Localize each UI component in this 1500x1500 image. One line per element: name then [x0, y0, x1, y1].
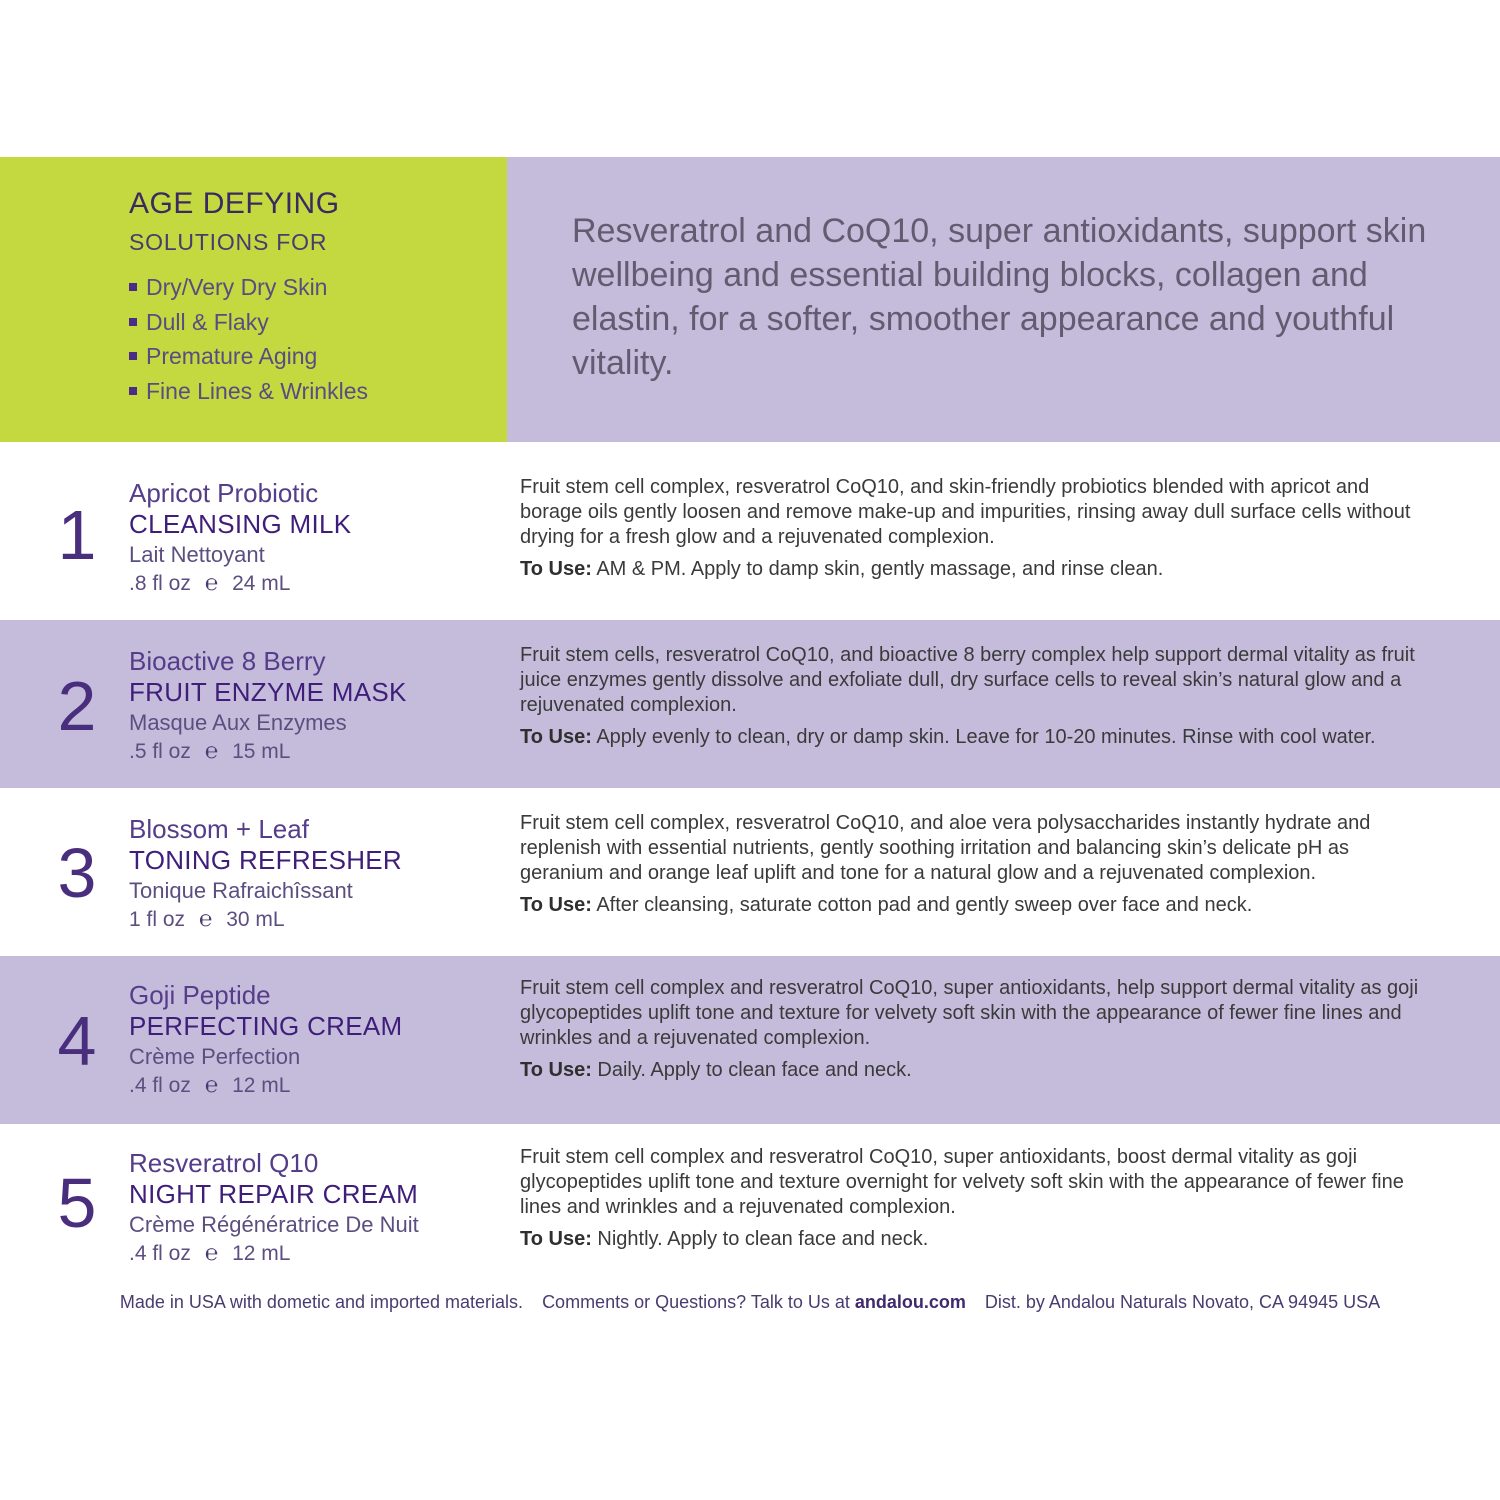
product-name-line1: Apricot Probiotic [129, 478, 319, 508]
concern-item: Dry/Very Dry Skin [129, 270, 368, 305]
estimated-sign-icon: ℮ [204, 1241, 219, 1266]
solutions-panel [0, 157, 507, 442]
description-panel [507, 157, 1500, 442]
step-number: 1 [57, 496, 97, 574]
product-description [520, 976, 1435, 1083]
distributor-text: Dist. by Andalou Naturals Novato, CA 94945 USA [984, 1292, 1381, 1312]
step-number: 5 [57, 1164, 97, 1242]
product-name-block [129, 478, 499, 598]
product-name-line1: Blossom + Leaf [129, 814, 309, 844]
product-name-block [129, 980, 499, 1100]
product-name-block [129, 1148, 499, 1268]
website-link[interactable]: andalou.com [854, 1292, 966, 1312]
description-text: Fruit stem cell complex and resveratrol CoQ10, super antioxidants, help support dermal vitality as goji glycopeptides uplift tone and texture for velvety soft skin with the appearance of fewer fine lines and wrinkles and a rejuvenated complexion. [520, 977, 1419, 1049]
product-size: .4 fl oz ℮ 12 mL [129, 1073, 291, 1098]
product-description [520, 811, 1435, 918]
product-row-5 [0, 1124, 1500, 1284]
description-text: Fruit stem cell complex, resveratrol CoQ10, and skin-friendly probiotics blended with apricot and borage oils gently loosen and remove make-up and impurities, rinsing away dull surface cells without drying for a fresh glow and a rejuvenated complexion. [520, 476, 1411, 548]
description-text: Fruit stem cell complex, resveratrol CoQ10, and aloe vera polysaccharides instantly hydrate and replenish with essential nutrients, gently soothing irritation and balancing skin’s delicate pH as geranium and orange leaf uplift and tone for a natural glow and a rejuvenated complexion. [520, 812, 1371, 884]
concern-item: Fine Lines & Wrinkles [129, 374, 368, 409]
concern-item: Premature Aging [129, 339, 368, 374]
step-number: 2 [57, 667, 97, 745]
product-name-french: Masque Aux Enzymes [129, 710, 347, 735]
product-name-line1: Bioactive 8 Berry [129, 646, 326, 676]
square-bullet-icon [129, 283, 137, 291]
collection-title: AGE DEFYING [129, 187, 340, 220]
product-row-4 [0, 956, 1500, 1124]
product-name-line2: FRUIT ENZYME MASK [129, 677, 407, 707]
square-bullet-icon [129, 352, 137, 360]
product-size: .4 fl oz ℮ 12 mL [129, 1241, 291, 1266]
product-name-line2: NIGHT REPAIR CREAM [129, 1179, 419, 1209]
product-name-french: Crème Perfection [129, 1044, 301, 1069]
square-bullet-icon [129, 318, 137, 326]
skin-concerns-list [129, 270, 368, 408]
usage-instructions: To Use: AM & PM. Apply to damp skin, gently massage, and rinse clean. [520, 558, 1164, 580]
product-name-line1: Resveratrol Q10 [129, 1148, 319, 1178]
product-name-line2: PERFECTING CREAM [129, 1011, 403, 1041]
collection-subtitle: SOLUTIONS FOR [129, 229, 328, 255]
made-in-text: Made in USA with dometic and imported materials. [119, 1292, 524, 1312]
collection-description: Resveratrol and CoQ10, super antioxidants, support skin wellbeing and essential building blocks, collagen and elastin, for a softer, smoother appearance and youthful vitality. [572, 212, 1427, 382]
product-name-french: Lait Nettoyant [129, 542, 265, 567]
product-row-1 [0, 442, 1500, 620]
product-description [520, 643, 1435, 750]
estimated-sign-icon: ℮ [199, 907, 213, 932]
footer-info [0, 1292, 1500, 1313]
product-name-block [129, 646, 499, 766]
description-text: Fruit stem cells, resveratrol CoQ10, and bioactive 8 berry complex help support dermal vitality as fruit juice enzymes gently dissolve and exfoliate dull, dry surface cells to reveal skin’s natural glow and a rejuvenated complexion. [520, 644, 1415, 716]
product-description [520, 475, 1435, 582]
concern-item: Dull & Flaky [129, 305, 368, 340]
contact-text: Comments or Questions? Talk to Us at andalou.com [542, 1292, 966, 1312]
step-number: 3 [57, 834, 97, 912]
description-text: Fruit stem cell complex and resveratrol CoQ10, super antioxidants, boost dermal vitality as goji glycopeptides uplift tone and texture overnight for velvety soft skin with the appearance of fewer fine lines and wrinkles and a rejuvenated complexion. [520, 1146, 1404, 1218]
product-size: 1 fl oz ℮ 30 mL [129, 907, 285, 932]
product-name-block [129, 814, 499, 934]
product-name-line2: CLEANSING MILK [129, 509, 352, 539]
product-name-line1: Goji Peptide [129, 980, 271, 1010]
product-description [520, 1145, 1435, 1252]
product-row-2 [0, 620, 1500, 788]
estimated-sign-icon: ℮ [204, 739, 219, 764]
estimated-sign-icon: ℮ [204, 571, 219, 596]
product-row-3 [0, 788, 1500, 956]
estimated-sign-icon: ℮ [204, 1073, 219, 1098]
step-number: 4 [57, 1002, 97, 1080]
square-bullet-icon [129, 387, 137, 395]
usage-instructions: To Use: Apply evenly to clean, dry or damp skin. Leave for 10-20 minutes. Rinse with cool water. [520, 726, 1376, 748]
header-band [0, 157, 1500, 442]
product-name-french: Crème Régénératrice De Nuit [129, 1212, 419, 1237]
usage-instructions: To Use: Daily. Apply to clean face and neck. [520, 1059, 912, 1081]
product-size: .8 fl oz ℮ 24 mL [129, 571, 291, 596]
product-name-line2: TONING REFRESHER [129, 845, 403, 875]
usage-instructions: To Use: Nightly. Apply to clean face and neck. [520, 1228, 929, 1250]
usage-instructions: To Use: After cleansing, saturate cotton pad and gently sweep over face and neck. [520, 894, 1253, 916]
product-name-french: Tonique Rafraichîssant [129, 878, 353, 903]
product-size: .5 fl oz ℮ 15 mL [129, 739, 291, 764]
